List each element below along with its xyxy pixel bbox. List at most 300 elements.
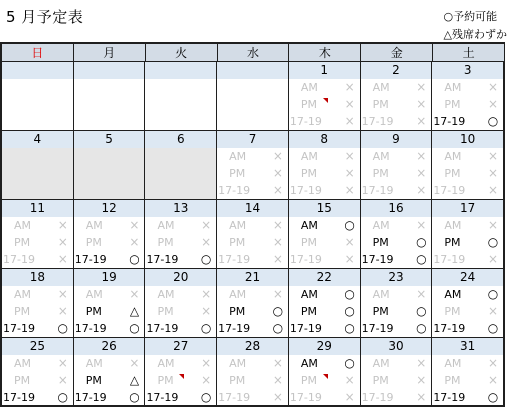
availability-mark: × [488, 166, 499, 180]
day-cell[interactable] [289, 269, 361, 338]
slot-pm[interactable] [289, 234, 360, 251]
slot-ev[interactable] [2, 251, 73, 268]
slot-label: PM [14, 374, 31, 387]
day-number: 8 [289, 131, 360, 148]
slot-am[interactable] [289, 355, 360, 372]
day-number: 3 [432, 62, 503, 79]
slot-pm[interactable] [432, 303, 503, 320]
availability-mark: × [272, 373, 283, 387]
slot-label: PM [157, 305, 174, 318]
availability-mark: × [272, 390, 283, 404]
slot-label: 17-19 [433, 115, 466, 128]
slot-label: PM [444, 236, 461, 249]
availability-mark: × [57, 373, 68, 387]
availability-mark: ○ [200, 390, 212, 404]
availability-mark: × [129, 356, 140, 370]
day-cell[interactable] [361, 131, 433, 200]
slot-pm[interactable] [361, 303, 432, 320]
availability-mark: × [416, 166, 427, 180]
day-cell[interactable] [289, 338, 361, 407]
slot-am[interactable] [289, 286, 360, 303]
slot-ev[interactable] [217, 251, 288, 268]
slot-pm[interactable] [289, 165, 360, 182]
slot-am[interactable] [2, 286, 73, 303]
availability-mark: ○ [129, 252, 140, 266]
slot-label: 17-19 [361, 115, 394, 128]
availability-mark: × [344, 252, 355, 266]
slot-pm[interactable] [2, 303, 73, 320]
comment-marker-icon [323, 374, 328, 379]
slot-label: AM [444, 150, 462, 163]
availability-mark: ○ [487, 321, 499, 335]
day-number: 30 [361, 338, 432, 355]
availability-mark: × [416, 218, 427, 232]
slot-am[interactable] [432, 286, 503, 303]
week-row [2, 200, 505, 269]
day-cell[interactable] [361, 338, 433, 407]
slot-am[interactable] [361, 79, 432, 96]
slot-label: 17-19 [146, 391, 179, 404]
day-cell[interactable] [217, 269, 289, 338]
availability-mark: × [344, 390, 355, 404]
slot-label: 17-19 [433, 391, 466, 404]
day-number: 2 [361, 62, 432, 79]
slot-ev[interactable] [432, 320, 503, 337]
slot-pm[interactable] [2, 234, 73, 251]
slot-label: PM [157, 374, 174, 387]
week-row [2, 338, 505, 407]
day-cell [2, 62, 74, 131]
availability-mark: × [129, 287, 140, 301]
day-number [74, 62, 145, 79]
slot-label: PM [444, 98, 461, 111]
availability-mark: × [201, 218, 212, 232]
slot-label: PM [372, 305, 389, 318]
availability-mark: △ [129, 373, 140, 387]
day-cell[interactable] [432, 338, 505, 407]
day-number: 19 [74, 269, 145, 286]
slot-pm[interactable] [74, 234, 145, 251]
slot-ev[interactable] [289, 113, 360, 130]
day-cell[interactable] [432, 131, 505, 200]
availability-mark: × [416, 183, 427, 197]
availability-mark: × [488, 252, 499, 266]
availability-mark: × [344, 166, 355, 180]
slot-am[interactable] [361, 148, 432, 165]
slot-ev[interactable] [2, 320, 73, 337]
slot-label: 17-19 [289, 391, 322, 404]
day-cell[interactable] [2, 200, 74, 269]
weekday-header [2, 44, 505, 62]
availability-mark: × [488, 304, 499, 318]
availability-mark: ○ [487, 390, 499, 404]
slot-ev[interactable] [74, 389, 145, 406]
day-cell[interactable] [74, 200, 146, 269]
availability-mark: × [201, 304, 212, 318]
slot-label: AM [372, 81, 390, 94]
slot-label: AM [229, 219, 247, 232]
slot-label: AM [14, 357, 32, 370]
slot-label: PM [14, 236, 31, 249]
slot-label: PM [444, 374, 461, 387]
slot-label: AM [372, 150, 390, 163]
slot-label: PM [85, 374, 102, 387]
day-cell[interactable] [2, 269, 74, 338]
slot-label: PM [372, 167, 389, 180]
slot-label: 17-19 [146, 253, 179, 266]
day-number: 1 [289, 62, 360, 79]
slot-ev[interactable] [361, 182, 432, 199]
day-cell[interactable] [289, 62, 361, 131]
slot-ev[interactable] [432, 182, 503, 199]
slot-label: PM [300, 236, 317, 249]
slot-pm[interactable] [432, 372, 503, 389]
slot-label: 17-19 [74, 391, 107, 404]
day-cell[interactable] [74, 338, 146, 407]
availability-mark: ○ [487, 114, 499, 128]
availability-mark: × [272, 183, 283, 197]
availability-mark: × [344, 97, 355, 111]
slot-label: 17-19 [433, 253, 466, 266]
slot-ev[interactable] [289, 251, 360, 268]
slot-label: AM [372, 288, 390, 301]
slot-pm[interactable] [289, 303, 360, 320]
slot-label: PM [14, 305, 31, 318]
day-number [145, 62, 216, 79]
slot-label: AM [85, 219, 103, 232]
availability-mark: × [57, 304, 68, 318]
slot-label: AM [372, 357, 390, 370]
slot-pm[interactable] [289, 372, 360, 389]
day-cell [2, 131, 74, 200]
availability-mark: ○ [57, 321, 68, 335]
slot-am[interactable] [432, 148, 503, 165]
slot-label: PM [300, 305, 317, 318]
weekday-2: 火 [146, 44, 218, 62]
slot-ev[interactable] [145, 320, 216, 337]
availability-mark: × [57, 235, 68, 249]
availability-mark: ○ [416, 252, 427, 266]
slot-am[interactable] [2, 355, 73, 372]
slot-label: AM [157, 288, 175, 301]
calendar-body [2, 62, 505, 407]
slot-am[interactable] [74, 286, 145, 303]
day-cell[interactable] [432, 200, 505, 269]
slot-am[interactable] [432, 79, 503, 96]
slot-am[interactable] [432, 217, 503, 234]
availability-mark: ○ [57, 390, 68, 404]
slot-label: AM [372, 219, 390, 232]
availability-mark: ○ [344, 356, 355, 370]
day-number: 6 [145, 131, 216, 148]
availability-mark: ○ [129, 321, 140, 335]
availability-mark: × [488, 97, 499, 111]
availability-mark: ○ [416, 304, 427, 318]
legend-available: ○予約可能 [443, 10, 498, 23]
slot-pm[interactable] [2, 372, 73, 389]
slot-am[interactable] [74, 217, 145, 234]
slot-am[interactable] [361, 217, 432, 234]
slot-label: PM [372, 374, 389, 387]
slot-label: 17-19 [289, 115, 322, 128]
slot-label: AM [300, 81, 318, 94]
day-cell [74, 62, 146, 131]
slot-label: PM [300, 167, 317, 180]
availability-mark: × [201, 235, 212, 249]
availability-mark: × [272, 356, 283, 370]
availability-mark: × [344, 183, 355, 197]
day-cell [145, 131, 217, 200]
day-number: 29 [289, 338, 360, 355]
day-number: 4 [2, 131, 73, 148]
slot-pm[interactable] [145, 234, 216, 251]
slot-label: PM [229, 305, 246, 318]
availability-mark: × [416, 373, 427, 387]
day-number: 12 [74, 200, 145, 217]
availability-mark: ○ [487, 235, 499, 249]
slot-pm[interactable] [432, 96, 503, 113]
day-cell[interactable] [217, 200, 289, 269]
slot-ev[interactable] [361, 389, 432, 406]
slot-label: AM [300, 219, 318, 232]
slot-am[interactable] [217, 286, 288, 303]
slot-pm[interactable] [145, 303, 216, 320]
day-number: 20 [145, 269, 216, 286]
slot-label: 17-19 [289, 322, 322, 335]
slot-pm[interactable] [289, 96, 360, 113]
slot-ev[interactable] [217, 389, 288, 406]
availability-mark: ○ [344, 304, 355, 318]
availability-mark: ○ [272, 304, 284, 318]
slot-ev[interactable] [432, 389, 503, 406]
slot-label: 17-19 [74, 322, 107, 335]
slot-pm[interactable] [217, 234, 288, 251]
day-cell[interactable] [289, 200, 361, 269]
availability-mark: △ [129, 304, 140, 318]
day-number [2, 62, 73, 79]
day-cell[interactable] [361, 62, 433, 131]
slot-am[interactable] [289, 217, 360, 234]
slot-label: PM [300, 374, 317, 387]
availability-mark: × [488, 80, 499, 94]
day-cell[interactable] [432, 62, 505, 131]
availability-mark: × [488, 183, 499, 197]
day-number: 27 [145, 338, 216, 355]
day-number: 7 [217, 131, 288, 148]
week-row [2, 269, 505, 338]
slot-label: PM [444, 167, 461, 180]
availability-mark: × [416, 80, 427, 94]
availability-mark: × [344, 114, 355, 128]
slot-label: 17-19 [3, 391, 35, 404]
slot-label: AM [229, 288, 247, 301]
comment-marker-icon [179, 374, 184, 379]
slot-pm[interactable] [361, 165, 432, 182]
slot-pm[interactable] [217, 303, 288, 320]
slot-ev[interactable] [289, 389, 360, 406]
day-number [217, 62, 288, 79]
availability-mark: × [201, 373, 212, 387]
slot-label: PM [229, 167, 246, 180]
day-cell[interactable] [145, 338, 217, 407]
day-number: 17 [432, 200, 503, 217]
slot-ev[interactable] [145, 389, 216, 406]
slot-ev[interactable] [361, 251, 432, 268]
slot-label: PM [157, 236, 174, 249]
slot-label: AM [229, 357, 247, 370]
slot-ev[interactable] [217, 320, 288, 337]
slot-label: AM [444, 357, 462, 370]
slot-pm[interactable] [361, 372, 432, 389]
day-number: 22 [289, 269, 360, 286]
slot-ev[interactable] [432, 113, 503, 130]
availability-mark: × [416, 287, 427, 301]
slot-label: PM [372, 98, 389, 111]
slot-am[interactable] [145, 355, 216, 372]
availability-mark: × [416, 149, 427, 163]
slot-am[interactable] [217, 355, 288, 372]
slot-am[interactable] [361, 355, 432, 372]
availability-mark: × [272, 149, 283, 163]
day-number: 26 [74, 338, 145, 355]
slot-label: 17-19 [361, 322, 394, 335]
slot-pm[interactable] [217, 165, 288, 182]
slot-am[interactable] [432, 355, 503, 372]
slot-pm[interactable] [361, 96, 432, 113]
slot-am[interactable] [361, 286, 432, 303]
day-cell[interactable] [361, 200, 433, 269]
availability-mark: × [272, 235, 283, 249]
slot-label: AM [157, 357, 175, 370]
slot-label: AM [229, 150, 247, 163]
slot-am[interactable] [217, 148, 288, 165]
day-number: 23 [361, 269, 432, 286]
slot-ev[interactable] [289, 182, 360, 199]
day-cell[interactable] [145, 269, 217, 338]
slot-pm[interactable] [74, 372, 145, 389]
availability-mark: × [57, 287, 68, 301]
slot-label: PM [229, 236, 246, 249]
day-cell[interactable] [74, 269, 146, 338]
availability-mark: × [416, 390, 427, 404]
slot-pm[interactable] [432, 165, 503, 182]
availability-mark: × [416, 114, 427, 128]
day-cell[interactable] [217, 131, 289, 200]
availability-mark: ○ [272, 321, 284, 335]
slot-am[interactable] [289, 79, 360, 96]
slot-label: 17-19 [74, 253, 107, 266]
slot-am[interactable] [289, 148, 360, 165]
slot-ev[interactable] [361, 113, 432, 130]
availability-mark: ○ [200, 321, 212, 335]
slot-ev[interactable] [361, 320, 432, 337]
slot-label: 17-19 [289, 253, 322, 266]
day-cell[interactable] [289, 131, 361, 200]
day-number: 31 [432, 338, 503, 355]
slot-am[interactable] [217, 217, 288, 234]
day-cell[interactable] [2, 338, 74, 407]
day-number: 10 [432, 131, 503, 148]
weekday-6: 土 [433, 44, 505, 62]
day-number: 14 [217, 200, 288, 217]
slot-ev[interactable] [289, 320, 360, 337]
slot-label: AM [14, 219, 32, 232]
day-number: 5 [74, 131, 145, 148]
day-number: 21 [217, 269, 288, 286]
comment-marker-icon [323, 98, 328, 103]
slot-label: 17-19 [218, 184, 251, 197]
slot-label: AM [85, 357, 103, 370]
slot-ev[interactable] [217, 182, 288, 199]
day-number: 15 [289, 200, 360, 217]
slot-label: PM [372, 236, 389, 249]
slot-am[interactable] [74, 355, 145, 372]
slot-label: 17-19 [361, 184, 394, 197]
week-row [2, 62, 505, 131]
slot-label: AM [300, 150, 318, 163]
day-cell[interactable] [145, 200, 217, 269]
day-cell[interactable] [217, 338, 289, 407]
availability-mark: ○ [416, 235, 427, 249]
slot-label: 17-19 [218, 253, 251, 266]
availability-mark: × [57, 218, 68, 232]
weekday-4: 木 [289, 44, 361, 62]
slot-pm[interactable] [217, 372, 288, 389]
slot-label: AM [300, 288, 318, 301]
availability-mark: × [129, 218, 140, 232]
availability-mark: × [416, 97, 427, 111]
slot-label: 17-19 [218, 322, 251, 335]
slot-am[interactable] [145, 286, 216, 303]
day-number: 18 [2, 269, 73, 286]
weekday-1: 月 [74, 44, 146, 62]
availability-mark: × [272, 166, 283, 180]
slot-am[interactable] [2, 217, 73, 234]
slot-pm[interactable] [432, 234, 503, 251]
availability-mark: × [57, 252, 68, 266]
slot-am[interactable] [145, 217, 216, 234]
availability-mark: ○ [200, 252, 212, 266]
availability-mark: × [488, 373, 499, 387]
slot-ev[interactable] [74, 251, 145, 268]
slot-ev[interactable] [432, 251, 503, 268]
slot-pm[interactable] [145, 372, 216, 389]
availability-mark: × [272, 287, 283, 301]
availability-mark: ○ [416, 321, 427, 335]
availability-mark: ○ [344, 218, 355, 232]
slot-ev[interactable] [145, 251, 216, 268]
slot-label: AM [157, 219, 175, 232]
slot-ev[interactable] [74, 320, 145, 337]
day-number: 11 [2, 200, 73, 217]
availability-mark: × [488, 356, 499, 370]
availability-mark: × [344, 373, 355, 387]
day-cell [217, 62, 289, 131]
weekday-5: 金 [361, 44, 433, 62]
slot-label: 17-19 [361, 391, 394, 404]
day-number: 9 [361, 131, 432, 148]
slot-label: 17-19 [3, 253, 35, 266]
slot-label: AM [85, 288, 103, 301]
slot-ev[interactable] [2, 389, 73, 406]
day-cell[interactable] [361, 269, 433, 338]
slot-pm[interactable] [74, 303, 145, 320]
day-cell[interactable] [432, 269, 505, 338]
slot-pm[interactable] [361, 234, 432, 251]
availability-mark: ○ [487, 287, 499, 301]
slot-label: PM [229, 374, 246, 387]
availability-mark: × [416, 356, 427, 370]
